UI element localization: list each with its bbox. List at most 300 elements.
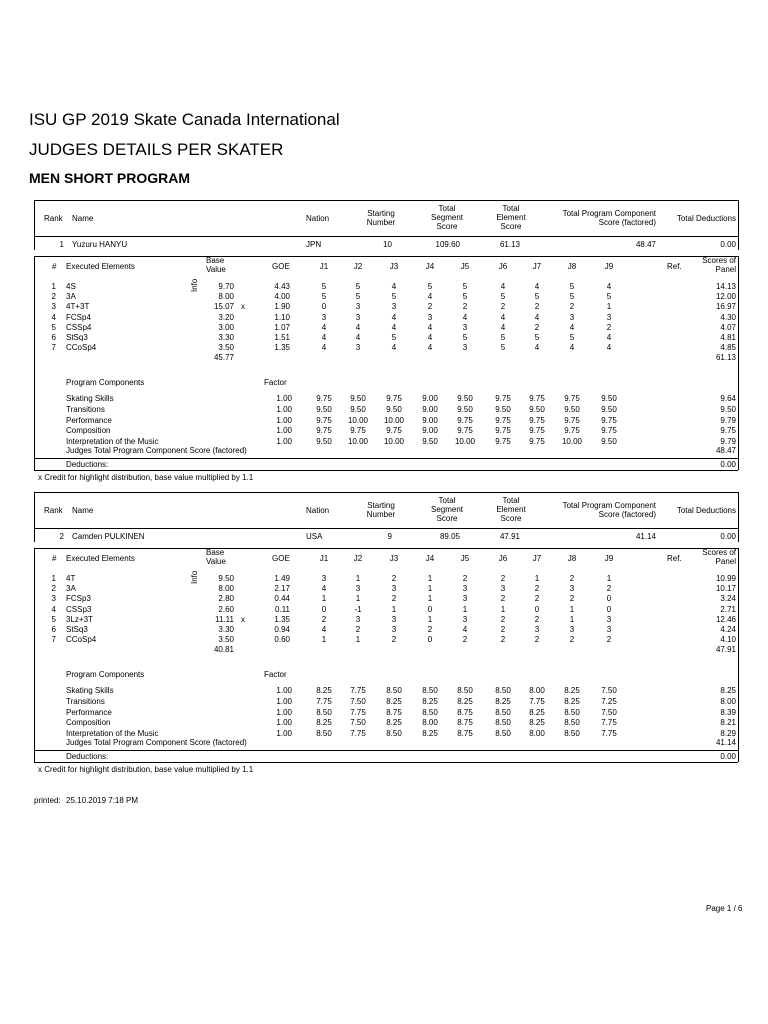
judge-header: J3 xyxy=(389,262,399,271)
component-factor: 1.00 xyxy=(276,394,292,403)
component-judge-score: 9.50 xyxy=(457,394,473,403)
component-factor: 1.00 xyxy=(276,415,292,425)
element-judge-score: 2 xyxy=(606,584,612,594)
judge-header: J8 xyxy=(567,554,577,563)
element-judge-score: 0 xyxy=(606,604,612,614)
element-judge-score: 0 xyxy=(606,594,612,604)
component-judge-score: 7.75 xyxy=(350,729,366,739)
ref-header: Ref. xyxy=(667,262,682,271)
page-number: Page 1 / 6 xyxy=(706,904,743,913)
element-judge-score: 2 xyxy=(500,574,506,583)
element-judge-score: 5 xyxy=(569,333,575,342)
component-judge-score: 8.25 xyxy=(529,718,545,728)
component-judge-score: 10.00 xyxy=(383,415,405,425)
component-judge-score: 9.75 xyxy=(529,426,545,436)
component-judge-score: 10.00 xyxy=(561,437,583,447)
element-code: 3Lz+3T xyxy=(66,614,93,624)
segment-score-header: Score xyxy=(436,222,458,231)
element-judge-score: 5 xyxy=(391,333,397,342)
element-panel-score: 12.00 xyxy=(715,292,736,302)
event-title: ISU GP 2019 Skate Canada International xyxy=(29,110,340,129)
base-value-header: Base xyxy=(206,548,225,557)
element-judge-score: 0 xyxy=(427,635,433,645)
header-left-border xyxy=(34,200,35,250)
scores-of-panel-header: Scores of xyxy=(702,256,736,265)
element-judge-score: 1 xyxy=(355,635,361,645)
component-judge-score: 7.50 xyxy=(350,718,366,728)
element-judge-score: 5 xyxy=(462,292,468,302)
element-panel-score: 16.97 xyxy=(715,302,736,312)
element-base-value: 3.50 xyxy=(218,343,234,353)
component-judge-score: 9.75 xyxy=(529,394,545,403)
judges-total-label: Judges Total Program Component Score (factored) xyxy=(66,738,247,747)
deductions-top-border xyxy=(34,458,738,459)
element-judge-score: 3 xyxy=(391,584,397,594)
elements-right-border xyxy=(738,548,739,756)
element-judge-score: 4 xyxy=(534,282,540,291)
judge-header: J7 xyxy=(532,554,542,563)
component-factor: 1.00 xyxy=(276,707,292,717)
element-goe: 4.43 xyxy=(274,282,290,291)
component-judge-score: 9.75 xyxy=(457,415,473,425)
component-panel-score: 9.50 xyxy=(720,404,736,414)
base-value-header: Base xyxy=(206,256,225,265)
starting-number-header: Number xyxy=(366,510,396,519)
element-judge-score: 4 xyxy=(569,322,575,332)
skater-segment-score: 89.05 xyxy=(439,532,460,541)
component-factor: 1.00 xyxy=(276,718,292,728)
element-score-header: Element xyxy=(496,213,526,222)
element-goe: 0.11 xyxy=(275,604,290,614)
component-name: Interpretation of the Music xyxy=(66,729,159,739)
element-number-header: # xyxy=(52,554,57,563)
component-name: Performance xyxy=(66,707,112,717)
element-score-total: 61.13 xyxy=(715,353,736,363)
element-judge-score: 1 xyxy=(321,594,327,604)
element-goe: 1.90 xyxy=(274,302,290,312)
element-judge-score: 2 xyxy=(534,302,540,312)
component-factor: 1.00 xyxy=(276,696,292,706)
element-judge-score: 1 xyxy=(355,574,361,583)
elements-top-border xyxy=(34,548,738,549)
component-factor: 1.00 xyxy=(276,437,292,447)
element-judge-score: 4 xyxy=(355,333,361,342)
element-number: 4 xyxy=(51,604,56,614)
component-factor: 1.00 xyxy=(276,729,292,739)
element-goe: 0.60 xyxy=(274,635,290,645)
element-goe: 1.35 xyxy=(274,343,290,353)
element-judge-score: 1 xyxy=(427,574,433,583)
elements-right-border xyxy=(738,256,739,464)
element-panel-score: 4.24 xyxy=(720,625,736,634)
component-judge-score: 9.75 xyxy=(529,437,545,447)
deductions-left-border xyxy=(34,458,35,470)
component-judge-score: 8.50 xyxy=(422,686,438,695)
nation-header: Nation xyxy=(306,506,330,515)
element-score-header: Element xyxy=(496,505,526,514)
skater-component-score: 41.14 xyxy=(635,532,656,541)
skater-start-number: 10 xyxy=(383,240,392,249)
deductions-top-border xyxy=(34,750,738,751)
element-code: 3A xyxy=(66,292,76,302)
element-judge-score: 4 xyxy=(534,312,540,322)
skater-nation: JPN xyxy=(306,240,322,249)
component-name: Interpretation of the Music xyxy=(66,437,159,447)
element-judge-score: 3 xyxy=(606,614,612,624)
element-judge-score: 4 xyxy=(606,343,612,353)
element-code: 3A xyxy=(66,584,76,594)
info-header: Info xyxy=(190,278,199,292)
component-judge-score: 8.50 xyxy=(495,707,511,717)
element-score-total: 47.91 xyxy=(715,645,736,655)
element-judge-score: 2 xyxy=(500,302,506,312)
element-judge-score: 5 xyxy=(534,333,540,342)
element-goe: 1.51 xyxy=(274,333,290,342)
element-panel-score: 12.46 xyxy=(715,614,736,624)
element-judge-score: 2 xyxy=(391,594,397,604)
skater-nation: USA xyxy=(306,532,323,541)
footnote: x Credit for highlight distribution, base value multiplied by 1.1 xyxy=(38,765,254,774)
component-judge-score: 8.50 xyxy=(564,718,580,728)
component-panel-score: 8.25 xyxy=(720,686,736,695)
skater-start-number: 9 xyxy=(387,532,392,541)
element-number: 7 xyxy=(51,635,56,645)
element-goe: 1.10 xyxy=(274,312,290,322)
element-judge-score: -1 xyxy=(354,604,362,614)
element-number: 1 xyxy=(51,574,56,583)
element-goe: 1.35 xyxy=(274,614,290,624)
skater-name: Yuzuru HANYU xyxy=(72,240,128,249)
elements-left-border xyxy=(34,548,35,756)
element-code: 4T+3T xyxy=(66,302,90,312)
element-judge-score: 3 xyxy=(462,343,468,353)
element-judge-score: 1 xyxy=(534,574,540,583)
judge-header: J7 xyxy=(532,262,542,271)
component-judge-score: 7.50 xyxy=(350,696,366,706)
component-judge-score: 10.00 xyxy=(347,415,369,425)
component-judge-score: 7.75 xyxy=(350,707,366,717)
component-judge-score: 9.75 xyxy=(529,415,545,425)
element-judge-score: 4 xyxy=(321,322,327,332)
component-name: Skating Skills xyxy=(66,394,114,403)
printed-label: printed: xyxy=(34,796,61,805)
element-goe: 0.94 xyxy=(274,625,290,634)
rank-header: Rank xyxy=(44,506,63,515)
skater-element-score: 61.13 xyxy=(499,240,520,249)
deductions-right-border xyxy=(738,458,739,470)
element-judge-score: 3 xyxy=(391,625,397,634)
judge-header: J4 xyxy=(425,262,435,271)
component-judge-score: 9.75 xyxy=(386,426,402,436)
element-judge-score: 5 xyxy=(534,292,540,302)
judge-header: J2 xyxy=(353,554,363,563)
element-judge-score: 2 xyxy=(500,625,506,634)
element-judge-score: 4 xyxy=(355,322,361,332)
element-panel-score: 10.17 xyxy=(715,584,736,594)
component-judge-score: 9.75 xyxy=(316,394,332,403)
rank-header: Rank xyxy=(44,214,63,223)
element-judge-score: 5 xyxy=(606,292,612,302)
element-judge-score: 5 xyxy=(462,333,468,342)
element-goe: 4.00 xyxy=(274,292,290,302)
component-judge-score: 9.75 xyxy=(601,415,617,425)
element-judge-score: 4 xyxy=(427,292,433,302)
component-judge-score: 7.50 xyxy=(601,707,617,717)
component-panel-score: 9.79 xyxy=(720,415,736,425)
component-name: Skating Skills xyxy=(66,686,114,695)
element-judge-score: 4 xyxy=(321,584,327,594)
element-judge-score: 1 xyxy=(606,574,612,583)
element-judge-score: 4 xyxy=(391,322,397,332)
judge-header: J2 xyxy=(353,262,363,271)
judge-header: J5 xyxy=(460,262,470,271)
element-judge-score: 0 xyxy=(321,604,327,614)
component-judge-score: 9.75 xyxy=(495,415,511,425)
component-score-header: Score (factored) xyxy=(598,218,656,227)
element-judge-score: 0 xyxy=(321,302,327,312)
component-judge-score: 9.50 xyxy=(316,404,332,414)
component-judge-score: 8.50 xyxy=(564,729,580,739)
element-judge-score: 4 xyxy=(500,282,506,291)
component-panel-score: 9.79 xyxy=(720,437,736,447)
element-judge-score: 4 xyxy=(427,322,433,332)
element-judge-score: 3 xyxy=(391,614,397,624)
element-code: CSSp4 xyxy=(66,322,92,332)
component-judge-score: 8.50 xyxy=(564,707,580,717)
judges-total-label: Judges Total Program Component Score (factored) xyxy=(66,446,247,455)
component-judge-score: 7.75 xyxy=(316,696,332,706)
element-judge-score: 2 xyxy=(534,322,540,332)
program-components-header: Program Components xyxy=(66,378,145,387)
element-judge-score: 2 xyxy=(534,614,540,624)
deductions-left-border xyxy=(34,750,35,762)
component-judge-score: 8.25 xyxy=(422,729,438,739)
element-panel-score: 4.85 xyxy=(720,343,736,353)
element-judge-score: 3 xyxy=(569,625,575,634)
element-panel-score: 10.99 xyxy=(715,574,736,583)
element-bonus-mark: x xyxy=(241,614,245,624)
base-value-header: Value xyxy=(206,265,226,274)
element-judge-score: 2 xyxy=(534,584,540,594)
element-judge-score: 1 xyxy=(500,604,506,614)
ref-header: Ref. xyxy=(667,554,682,563)
component-judge-score: 9.50 xyxy=(564,404,580,414)
element-judge-score: 2 xyxy=(462,302,468,312)
element-base-value: 2.60 xyxy=(218,604,234,614)
element-number: 3 xyxy=(51,594,56,604)
component-judge-score: 9.50 xyxy=(529,404,545,414)
header-top-border xyxy=(34,492,738,493)
element-number: 4 xyxy=(51,312,56,322)
element-judge-score: 2 xyxy=(606,322,612,332)
component-name: Performance xyxy=(66,415,112,425)
element-code: CSSp3 xyxy=(66,604,92,614)
component-judge-score: 8.25 xyxy=(457,696,473,706)
element-judge-score: 4 xyxy=(391,282,397,291)
element-code: 4S xyxy=(66,282,76,291)
element-judge-score: 2 xyxy=(462,635,468,645)
component-judge-score: 8.00 xyxy=(529,729,545,739)
component-judge-score: 7.75 xyxy=(601,718,617,728)
component-judge-score: 7.25 xyxy=(601,696,617,706)
element-judge-score: 3 xyxy=(391,302,397,312)
judge-header: J1 xyxy=(319,262,329,271)
element-base-value: 9.50 xyxy=(218,574,234,583)
element-judge-score: 3 xyxy=(462,584,468,594)
element-judge-score: 1 xyxy=(427,614,433,624)
component-judge-score: 8.00 xyxy=(529,686,545,695)
component-judge-score: 8.75 xyxy=(457,718,473,728)
component-judge-score: 10.00 xyxy=(454,437,476,447)
component-judge-score: 8.25 xyxy=(386,696,402,706)
element-judge-score: 2 xyxy=(569,594,575,604)
base-value-total: 45.77 xyxy=(213,353,234,363)
component-judge-score: 9.75 xyxy=(457,426,473,436)
element-judge-score: 5 xyxy=(391,292,397,302)
element-judge-score: 5 xyxy=(321,292,327,302)
element-bonus-mark: x xyxy=(241,302,245,312)
segment-score-header: Segment xyxy=(430,213,464,222)
executed-elements-header: Executed Elements xyxy=(66,554,135,563)
segment-score-header: Segment xyxy=(430,505,464,514)
skater-segment-score: 109.60 xyxy=(435,240,460,249)
element-judge-score: 3 xyxy=(606,312,612,322)
element-judge-score: 3 xyxy=(462,614,468,624)
component-judge-score: 9.50 xyxy=(601,404,617,414)
element-number: 3 xyxy=(51,302,56,312)
judge-header: J5 xyxy=(460,554,470,563)
judge-header: J6 xyxy=(498,554,508,563)
component-judge-score: 9.00 xyxy=(422,404,438,414)
component-judge-score: 9.00 xyxy=(422,415,438,425)
component-judge-score: 8.50 xyxy=(386,686,402,695)
judge-header: J9 xyxy=(604,262,614,271)
component-judge-score: 8.50 xyxy=(495,729,511,739)
component-judge-score: 9.75 xyxy=(316,426,332,436)
element-judge-score: 3 xyxy=(321,312,327,322)
element-base-value: 8.00 xyxy=(218,292,234,302)
deductions-value: 0.00 xyxy=(720,752,736,761)
component-judge-score: 9.75 xyxy=(386,394,402,403)
component-judge-score: 10.00 xyxy=(383,437,405,447)
element-base-value: 3.30 xyxy=(218,625,234,634)
element-number: 1 xyxy=(51,282,56,291)
component-judge-score: 8.50 xyxy=(495,686,511,695)
element-judge-score: 1 xyxy=(569,604,575,614)
component-judge-score: 9.50 xyxy=(495,404,511,414)
factor-header: Factor xyxy=(264,670,287,679)
component-judge-score: 8.00 xyxy=(422,718,438,728)
segment-score-header: Total xyxy=(438,204,456,213)
deductions-header: Total Deductions xyxy=(676,214,736,223)
component-judge-score: 8.25 xyxy=(316,686,332,695)
component-judge-score: 9.75 xyxy=(350,426,366,436)
starting-number-header: Number xyxy=(366,218,396,227)
element-judge-score: 0 xyxy=(534,604,540,614)
element-score-header: Score xyxy=(500,514,522,523)
component-judge-score: 8.25 xyxy=(386,718,402,728)
scores-of-panel-header: Panel xyxy=(715,557,736,566)
deductions-right-border xyxy=(738,750,739,762)
skater-deductions: 0.00 xyxy=(720,532,736,541)
header-right-border xyxy=(738,492,739,542)
component-judge-score: 8.50 xyxy=(316,707,332,717)
element-judge-score: 4 xyxy=(569,343,575,353)
segment-score-header: Total xyxy=(438,496,456,505)
element-goe: 1.49 xyxy=(274,574,290,583)
component-judge-score: 8.50 xyxy=(422,707,438,717)
element-code: CCoSp4 xyxy=(66,635,97,645)
element-base-value: 3.50 xyxy=(218,635,234,645)
component-name: Transitions xyxy=(66,404,105,414)
component-factor: 1.00 xyxy=(276,404,292,414)
element-judge-score: 4 xyxy=(427,343,433,353)
component-judge-score: 8.25 xyxy=(316,718,332,728)
element-judge-score: 5 xyxy=(569,292,575,302)
skater-name: Camden PULKINEN xyxy=(72,532,145,541)
element-score-header: Score xyxy=(500,222,522,231)
element-number: 6 xyxy=(51,625,56,634)
base-value-header: Value xyxy=(206,557,226,566)
element-judge-score: 3 xyxy=(355,343,361,353)
element-judge-score: 5 xyxy=(500,292,506,302)
program-components-header: Program Components xyxy=(66,670,145,679)
nation-header: Nation xyxy=(306,214,330,223)
component-judge-score: 9.50 xyxy=(601,437,617,447)
component-judge-score: 9.75 xyxy=(564,415,580,425)
component-name: Composition xyxy=(66,718,111,728)
footnote: x Credit for highlight distribution, base value multiplied by 1.1 xyxy=(38,473,254,482)
element-judge-score: 4 xyxy=(500,312,506,322)
component-judge-score: 9.50 xyxy=(350,394,366,403)
element-judge-score: 4 xyxy=(462,625,468,634)
element-code: FCSp3 xyxy=(66,594,91,604)
component-judge-score: 8.50 xyxy=(495,718,511,728)
element-judge-score: 1 xyxy=(462,604,468,614)
element-judge-score: 3 xyxy=(355,312,361,322)
skater-component-score: 48.47 xyxy=(635,240,656,249)
judges-total-value: 48.47 xyxy=(715,446,736,455)
header-top-border xyxy=(34,200,738,201)
component-score-header: Total Program Component xyxy=(562,209,656,218)
executed-elements-header: Executed Elements xyxy=(66,262,135,271)
element-judge-score: 2 xyxy=(321,614,327,624)
component-judge-score: 9.75 xyxy=(564,394,580,403)
component-judge-score: 8.50 xyxy=(386,729,402,739)
element-judge-score: 1 xyxy=(569,614,575,624)
element-code: 4T xyxy=(66,574,76,583)
component-judge-score: 9.75 xyxy=(495,437,511,447)
component-judge-score: 9.00 xyxy=(422,426,438,436)
element-judge-score: 2 xyxy=(534,594,540,604)
skater-rank: 2 xyxy=(59,532,64,541)
element-judge-score: 3 xyxy=(500,584,506,594)
elements-top-border xyxy=(34,256,738,257)
segment-score-header: Score xyxy=(436,514,458,523)
element-judge-score: 1 xyxy=(321,635,327,645)
info-header: Info xyxy=(190,570,199,584)
component-judge-score: 9.50 xyxy=(422,437,438,447)
element-judge-score: 2 xyxy=(427,302,433,312)
component-judge-score: 8.75 xyxy=(457,707,473,717)
element-judge-score: 4 xyxy=(427,333,433,342)
component-name: Transitions xyxy=(66,696,105,706)
element-number: 5 xyxy=(51,322,56,332)
element-judge-score: 5 xyxy=(569,282,575,291)
element-judge-score: 5 xyxy=(355,292,361,302)
deductions-header: Total Deductions xyxy=(676,506,736,515)
header-left-border xyxy=(34,492,35,542)
